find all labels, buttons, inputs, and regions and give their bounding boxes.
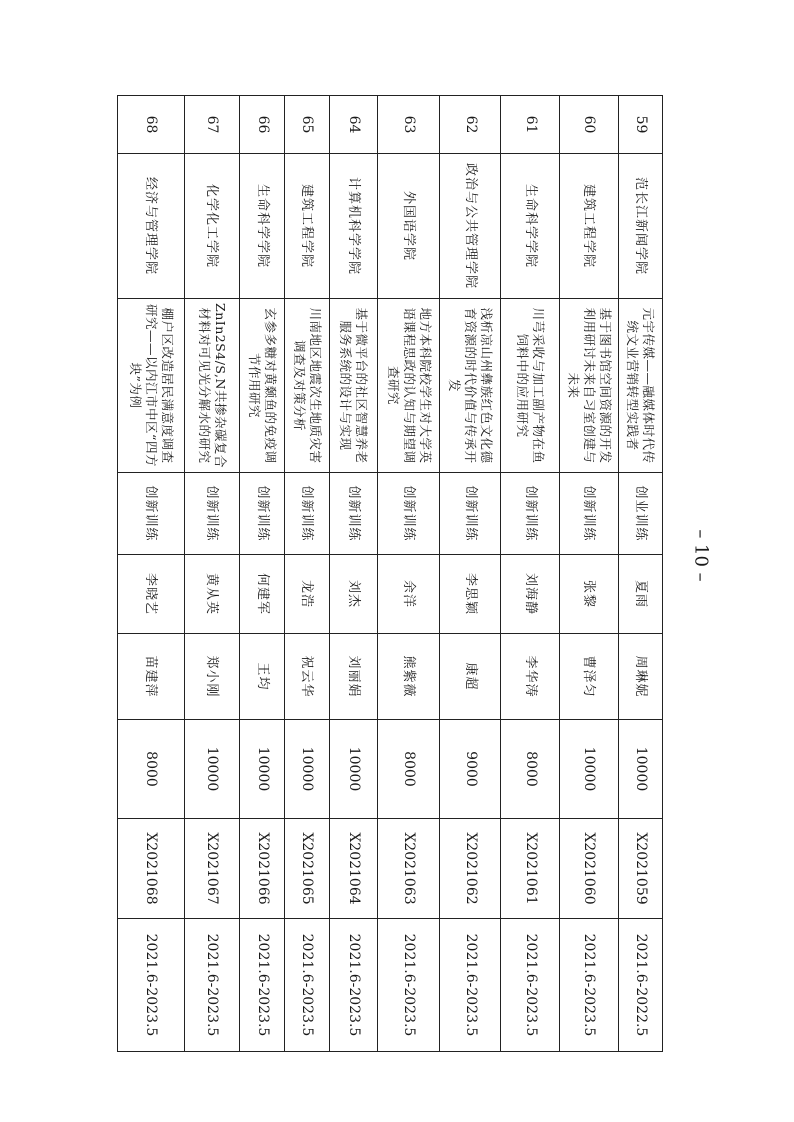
project-title-cell: 基于图书馆空间资源的开发利用研讨未来自习室创建与未来: [560, 299, 619, 473]
advisor-name-cell: 康超: [440, 634, 501, 720]
project-period-cell: 2021.6-2023.5: [329, 919, 378, 1052]
row-number-cell: 64: [329, 96, 378, 154]
advisor-name-cell: 苗建萍: [118, 634, 185, 720]
project-code-cell: X2021060: [560, 819, 619, 919]
row-number-cell: 59: [618, 96, 662, 154]
row-number-cell: 60: [560, 96, 619, 154]
project-leader-cell: 龙浩: [285, 555, 329, 634]
funding-amount-cell: 10000: [239, 720, 284, 819]
project-period-cell: 2021.6-2023.5: [118, 919, 185, 1052]
advisor-name-cell: 曹泽匀: [560, 634, 619, 720]
advisor-name-cell: 郑小刚: [184, 634, 239, 720]
funding-amount-cell: 10000: [184, 720, 239, 819]
project-table: [117, 95, 663, 1052]
project-code-cell: X2021061: [501, 819, 560, 919]
table-row: [378, 96, 440, 1052]
project-type-cell: 创新训练: [285, 473, 329, 555]
project-leader-cell: 刘杰: [329, 555, 378, 634]
table-row: [560, 96, 619, 1052]
project-type-cell: 创新训练: [239, 473, 284, 555]
project-period-cell: 2021.6-2023.5: [184, 919, 239, 1052]
row-number-cell: 66: [239, 96, 284, 154]
project-leader-cell: 李思颖: [440, 555, 501, 634]
project-period-cell: 2021.6-2022.5: [618, 919, 662, 1052]
project-type-cell: 创新训练: [440, 473, 501, 555]
row-number-cell: 67: [184, 96, 239, 154]
project-type-cell: 创新训练: [118, 473, 185, 555]
table-row: [285, 96, 329, 1052]
table-body: [118, 96, 663, 1052]
project-code-cell: X2021062: [440, 819, 501, 919]
project-title-cell: 元宇传媒——融媒体时代传统文业营销转型实践者: [618, 299, 662, 473]
advisor-name-cell: 祝云华: [285, 634, 329, 720]
project-type-cell: 创新训练: [184, 473, 239, 555]
table-row: [118, 96, 185, 1052]
funding-amount-cell: 8000: [118, 720, 185, 819]
advisor-name-cell: 刘丽娟: [329, 634, 378, 720]
project-code-cell: X2021059: [618, 819, 662, 919]
project-title-cell: ZnIn2S4/S,N共掺杂碳复合材料对可见光分解水的研究: [184, 299, 239, 473]
project-code-cell: X2021068: [118, 819, 185, 919]
table-row: [184, 96, 239, 1052]
project-code-cell: X2021067: [184, 819, 239, 919]
rotated-table-container: [117, 95, 663, 1051]
funding-amount-cell: 8000: [501, 720, 560, 819]
college-name-cell: 政治与公共管理学院: [440, 154, 501, 299]
project-type-cell: 创新训练: [378, 473, 440, 555]
project-type-cell: 创新训练: [501, 473, 560, 555]
college-name-cell: 计算机科学学院: [329, 154, 378, 299]
college-name-cell: 生命科学学院: [239, 154, 284, 299]
row-number-cell: 68: [118, 96, 185, 154]
row-number-cell: 63: [378, 96, 440, 154]
project-period-cell: 2021.6-2023.5: [440, 919, 501, 1052]
project-period-cell: 2021.6-2023.5: [560, 919, 619, 1052]
advisor-name-cell: 王均: [239, 634, 284, 720]
table-row: [239, 96, 284, 1052]
project-title-cell: 川芎采收与加工副产物在鱼饲料中的应用研究: [501, 299, 560, 473]
project-leader-cell: 余洋: [378, 555, 440, 634]
college-name-cell: 生命科学学院: [501, 154, 560, 299]
project-title-cell: 棚户区改造居民满意度调查研究——以内江市中区“四方块”为例: [118, 299, 185, 473]
college-name-cell: 外国语学院: [378, 154, 440, 299]
project-leader-cell: 夏雨: [618, 555, 662, 634]
project-title-cell: 基于微平台的社区智慧养老服务系统的设计与实现: [329, 299, 378, 473]
project-code-cell: X2021063: [378, 819, 440, 919]
advisor-name-cell: 李华涛: [501, 634, 560, 720]
page-number: – 10 –: [690, 529, 712, 582]
funding-amount-cell: 10000: [618, 720, 662, 819]
funding-amount-cell: 10000: [285, 720, 329, 819]
project-type-cell: 创新训练: [560, 473, 619, 555]
college-name-cell: 范长江新闻学院: [618, 154, 662, 299]
funding-amount-cell: 8000: [378, 720, 440, 819]
advisor-name-cell: 熊紫薇: [378, 634, 440, 720]
table-row: [440, 96, 501, 1052]
row-number-cell: 61: [501, 96, 560, 154]
advisor-name-cell: 周琳妮: [618, 634, 662, 720]
project-title-cell: 玄参多糖对黄颡鱼的免疫调节作用研究: [239, 299, 284, 473]
project-leader-cell: 张黎: [560, 555, 619, 634]
project-code-cell: X2021066: [239, 819, 284, 919]
table-row: [329, 96, 378, 1052]
college-name-cell: 化学化工学院: [184, 154, 239, 299]
table-row: [618, 96, 662, 1052]
table-row: [501, 96, 560, 1052]
project-leader-cell: 李晓艺: [118, 555, 185, 634]
row-number-cell: 65: [285, 96, 329, 154]
project-period-cell: 2021.6-2023.5: [285, 919, 329, 1052]
project-period-cell: 2021.6-2023.5: [239, 919, 284, 1052]
project-code-cell: X2021064: [329, 819, 378, 919]
project-leader-cell: 何建军: [239, 555, 284, 634]
funding-amount-cell: 9000: [440, 720, 501, 819]
college-name-cell: 建筑工程学院: [560, 154, 619, 299]
project-leader-cell: 黄从英: [184, 555, 239, 634]
row-number-cell: 62: [440, 96, 501, 154]
project-type-cell: 创业训练: [618, 473, 662, 555]
project-leader-cell: 刘海静: [501, 555, 560, 634]
project-code-cell: X2021065: [285, 819, 329, 919]
college-name-cell: 经济与管理学院: [118, 154, 185, 299]
project-title-cell: 浅析凉山州彝族红色文化德育资源的时代价值与传承开发: [440, 299, 501, 473]
project-period-cell: 2021.6-2023.5: [501, 919, 560, 1052]
project-period-cell: 2021.6-2023.5: [378, 919, 440, 1052]
funding-amount-cell: 10000: [560, 720, 619, 819]
college-name-cell: 建筑工程学院: [285, 154, 329, 299]
project-type-cell: 创新训练: [329, 473, 378, 555]
project-title-cell: 川南地区地震次生地质灾害调查及对策分析: [285, 299, 329, 473]
funding-amount-cell: 10000: [329, 720, 378, 819]
project-title-cell: 地方本科院校学生对大学英语课程思政的认知与期望调查研究: [378, 299, 440, 473]
